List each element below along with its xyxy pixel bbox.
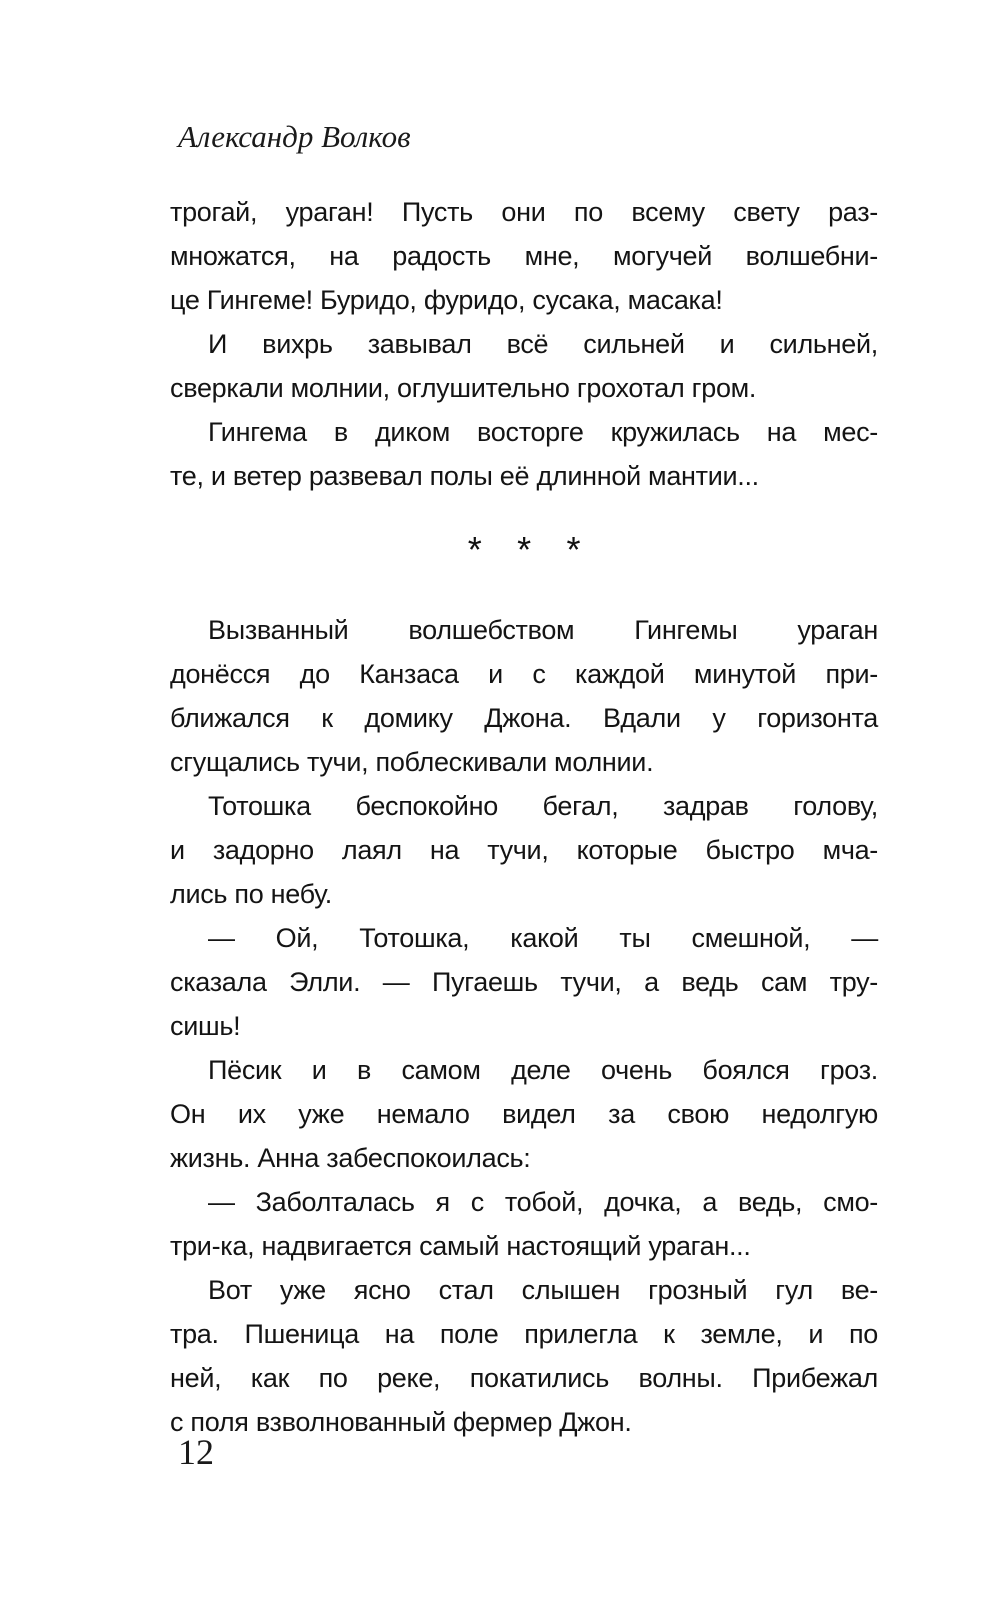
text-line: множатся, на радость мне, могучей волшебни- [170,241,878,271]
text-line: лись по небу. [170,879,332,909]
text-line: донёсся до Канзаса и с каждой минутой при- [170,659,878,689]
text-line: ней, как по реке, покатились волны. Прибежал [170,1363,878,1393]
text-line: — Заболталась я с тобой, дочка, а ведь, смо- [208,1187,878,1217]
text-line: — Ой, Тотошка, какой ты смешной, — [208,923,878,953]
text-line: с поля взволнованный фермер Джон. [170,1407,632,1437]
text-line: и задорно лаял на тучи, которые быстро мча- [170,835,878,865]
author-header: Александр Волков [178,119,411,154]
section-separator: * * * [467,529,581,570]
text-line: це Гингеме! Буридо, фуридо, сусака, масака! [170,285,723,315]
text-line: Вот уже ясно стал слышен грозный гул ве- [208,1275,878,1305]
text-line: Пёсик и в самом деле очень боялся гроз. [208,1055,878,1085]
text-line: три-ка, надвигается самый настоящий ураган... [170,1231,751,1261]
text-line: Тотошка беспокойно бегал, задрав голову, [208,791,878,821]
text-line: сгущались тучи, поблескивали молнии. [170,747,654,777]
text-line: трогай, ураган! Пусть они по всему свету раз- [170,197,878,227]
text-line: сверкали молнии, оглушительно грохотал гром. [170,373,757,403]
text-line: Он их уже немало видел за свою недолгую [170,1099,878,1129]
page-number: 12 [178,1432,214,1472]
text-line: сказала Элли. — Пугаешь тучи, а ведь сам тру- [170,967,878,997]
text-line: сишь! [170,1011,241,1041]
page-content [170,120,878,1444]
text-line: И вихрь завывал всё сильней и сильней, [208,329,878,359]
text-line: те, и ветер развевал полы её длинной мантии... [170,461,759,491]
text-line: Вызванный волшебством Гингемы ураган [208,615,878,645]
text-line: тра. Пшеница на поле прилегла к земле, и по [170,1319,878,1349]
text-line: ближался к домику Джона. Вдали у горизонта [170,703,878,733]
body-text [170,190,878,1444]
text-line: жизнь. Анна забеспокоилась: [170,1143,531,1173]
text-line: Гингема в диком восторге кружилась на мес- [208,417,878,447]
